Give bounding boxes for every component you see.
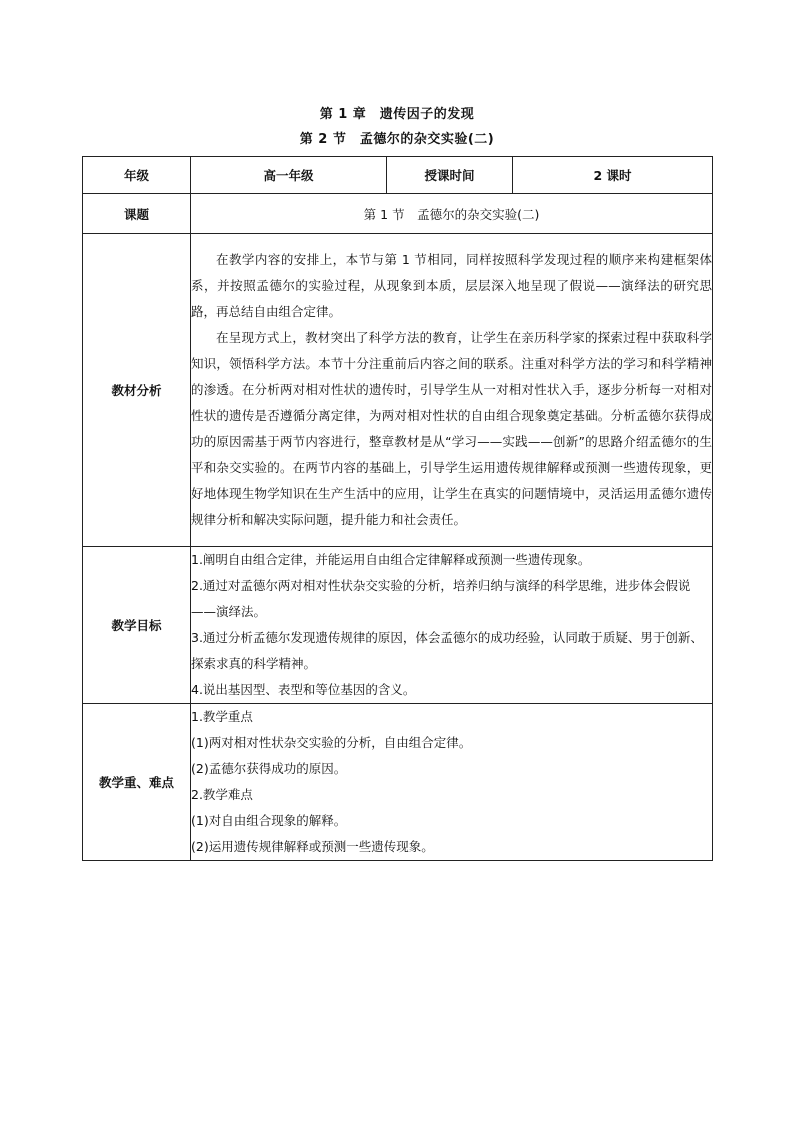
- grade-value: 高一年级: [191, 157, 387, 194]
- time-label: 授课时间: [387, 157, 513, 194]
- keypoint-item: 1.教学重点: [191, 709, 253, 724]
- analysis-paragraph: 在呈现方式上，教材突出了科学方法的教育，让学生在亲历科学家的探索过程中获取科学知识，领悟科学方法。本节十分注重前后内容之间的联系。注重对科学方法的学习和科学精神的渗透。在分析两对相对性状的遗传时，引导学生从一对相对性状入手，逐步分析每一对相对性状的遗传是否遵循分离定律，为两对相对性状的自由组合现象奠定基础。分析孟德尔获得成功的原因需基于两节内容进行，整章教材是从“学习——实践——创新”的思路介绍孟德尔的生平和杂交实验的。在两节内容的基础上，引导学生运用遗传规律解释或预测一些遗传现象，更好地体现生物学知识在生产生活中的应用，让学生在真实的问题情境中，灵活运用孟德尔遗传规律分析和解决实际问题，提升能力和社会责任。: [191, 330, 712, 527]
- analysis-paragraph: 在教学内容的安排上，本节与第 1 节相同，同样按照科学发现过程的顺序来构建框架体系，并按照孟德尔的实验过程，从现象到本质，层层深入地呈现了假说——演绎法的研究思路，再总结自由组合定律。: [191, 252, 712, 319]
- keypoint-item: (1)两对相对性状杂交实验的分析，自由组合定律。: [191, 735, 472, 750]
- keypoint-item: (1)对自由组合现象的解释。: [191, 813, 347, 828]
- time-value: 2 课时: [513, 157, 713, 194]
- section-title: 第 2 节 孟德尔的杂交实验(二): [299, 132, 495, 147]
- goal-item: 1.阐明自由组合定律，并能运用自由组合定律解释或预测一些遗传现象。: [191, 552, 591, 567]
- goal-item: 4.说出基因型、表型和等位基因的含义。: [191, 682, 416, 697]
- goal-item: 2.通过对孟德尔两对相对性状杂交实验的分析，培养归纳与演绎的科学思维，进步体会假说——演绎法。: [191, 578, 691, 619]
- analysis-content: [191, 234, 713, 547]
- keypoints-row: [83, 704, 713, 861]
- keypoints-content: [191, 704, 713, 861]
- goals-label: 教学目标: [83, 547, 191, 704]
- analysis-row: [83, 234, 713, 547]
- chapter-title: 第 1 章 遗传因子的发现: [319, 107, 475, 122]
- analysis-label: 教材分析: [83, 234, 191, 547]
- keypoints-label: 教学重、难点: [83, 704, 191, 861]
- keypoint-item: (2)运用遗传规律解释或预测一些遗传现象。: [191, 839, 434, 854]
- topic-value: 第 1 节 孟德尔的杂交实验(二): [191, 194, 713, 234]
- topic-row: [83, 194, 713, 234]
- lesson-plan-table: [82, 156, 713, 861]
- keypoint-item: 2.教学难点: [191, 787, 253, 802]
- goals-row: [83, 547, 713, 704]
- grade-row: [83, 157, 713, 194]
- goal-item: 3.通过分析孟德尔发现遗传规律的原因，体会孟德尔的成功经验，认同敢于质疑、男于创新、探索求真的科学精神。: [191, 630, 703, 671]
- keypoint-item: (2)孟德尔获得成功的原因。: [191, 761, 347, 776]
- goals-content: [191, 547, 713, 704]
- grade-label: 年级: [83, 157, 191, 194]
- topic-label: 课题: [83, 194, 191, 234]
